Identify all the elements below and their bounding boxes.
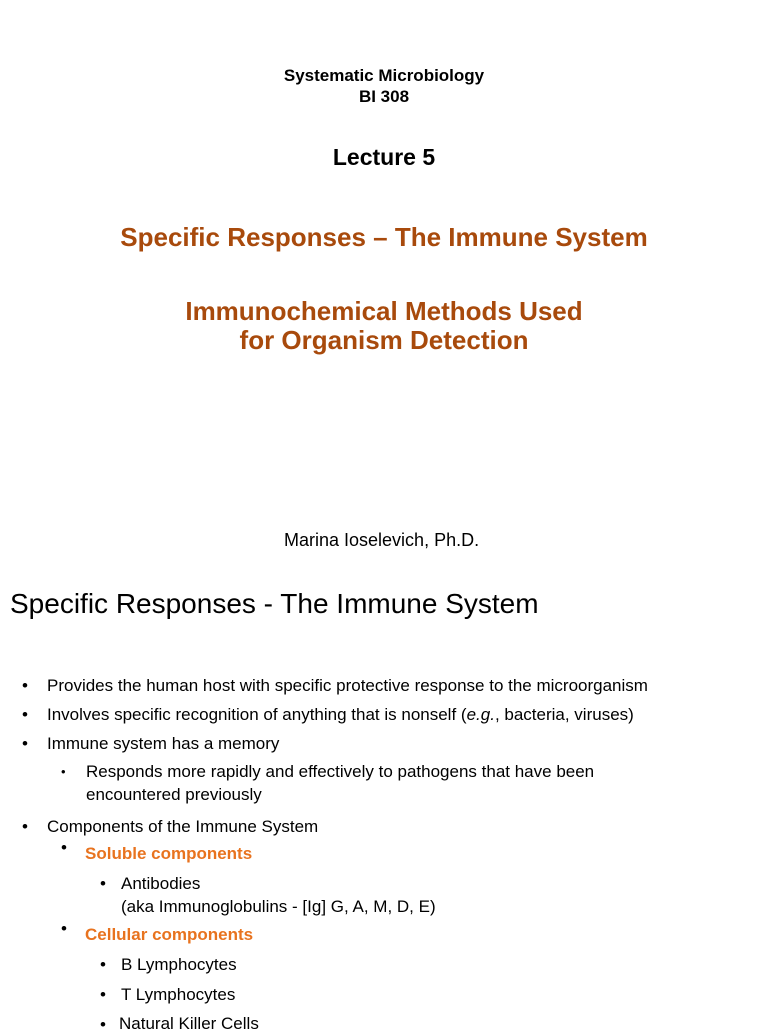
bullet-dot: • [22,676,28,695]
list-item-text: Involves specific recognition of anything that is nonself ( [47,705,467,724]
bullet-dot: • [100,985,106,1004]
list-item: Immune system has a memory [47,734,280,753]
list-item: T Lymphocytes [121,985,236,1004]
bullet-dot: • [100,1015,106,1034]
list-item-italic: e.g. [466,705,495,724]
course-code: BI 308 [358,87,410,106]
lecture-number: Lecture 5 [332,144,436,170]
slide2-title: Specific Responses - The Immune System [10,588,539,619]
author-name: Marina Ioselevich, Ph.D. [284,530,480,550]
list-item [47,704,634,726]
list-item: B Lymphocytes [121,955,237,974]
course-name: Systematic Microbiology [283,66,485,85]
bullet-dot: • [100,955,106,974]
bullet-dot: • [22,817,28,836]
bullet-dot: • [22,705,28,724]
bullet-dot: • [61,838,67,857]
slide1-subtitle-line2: for Organism Detection [239,325,529,355]
list-item-continuation: encountered previously [86,785,262,804]
bullet-dot: • [22,734,28,753]
slide1-subtitle-line1: Immunochemical Methods Used [185,296,583,326]
bullet-dot: • [61,919,67,938]
list-item: Natural Killer Cells [119,1014,259,1033]
list-item: Antibodies [121,874,201,893]
list-item: Responds more rapidly and effectively to pathogens that have been [86,762,595,781]
list-item: Provides the human host with specific protective response to the microorganism [47,676,648,695]
bullet-dot: • [61,764,66,779]
slide1-title: Specific Responses – The Immune System [120,222,648,252]
list-item-text: , bacteria, viruses) [494,705,634,724]
list-item: Components of the Immune System [47,817,319,836]
list-item-continuation: (aka Immunoglobulins - [Ig] G, A, M, D, E) [121,897,436,916]
cellular-components-heading: Cellular components [85,925,254,944]
bullet-dot: • [100,874,106,893]
soluble-components-heading: Soluble components [85,844,253,863]
